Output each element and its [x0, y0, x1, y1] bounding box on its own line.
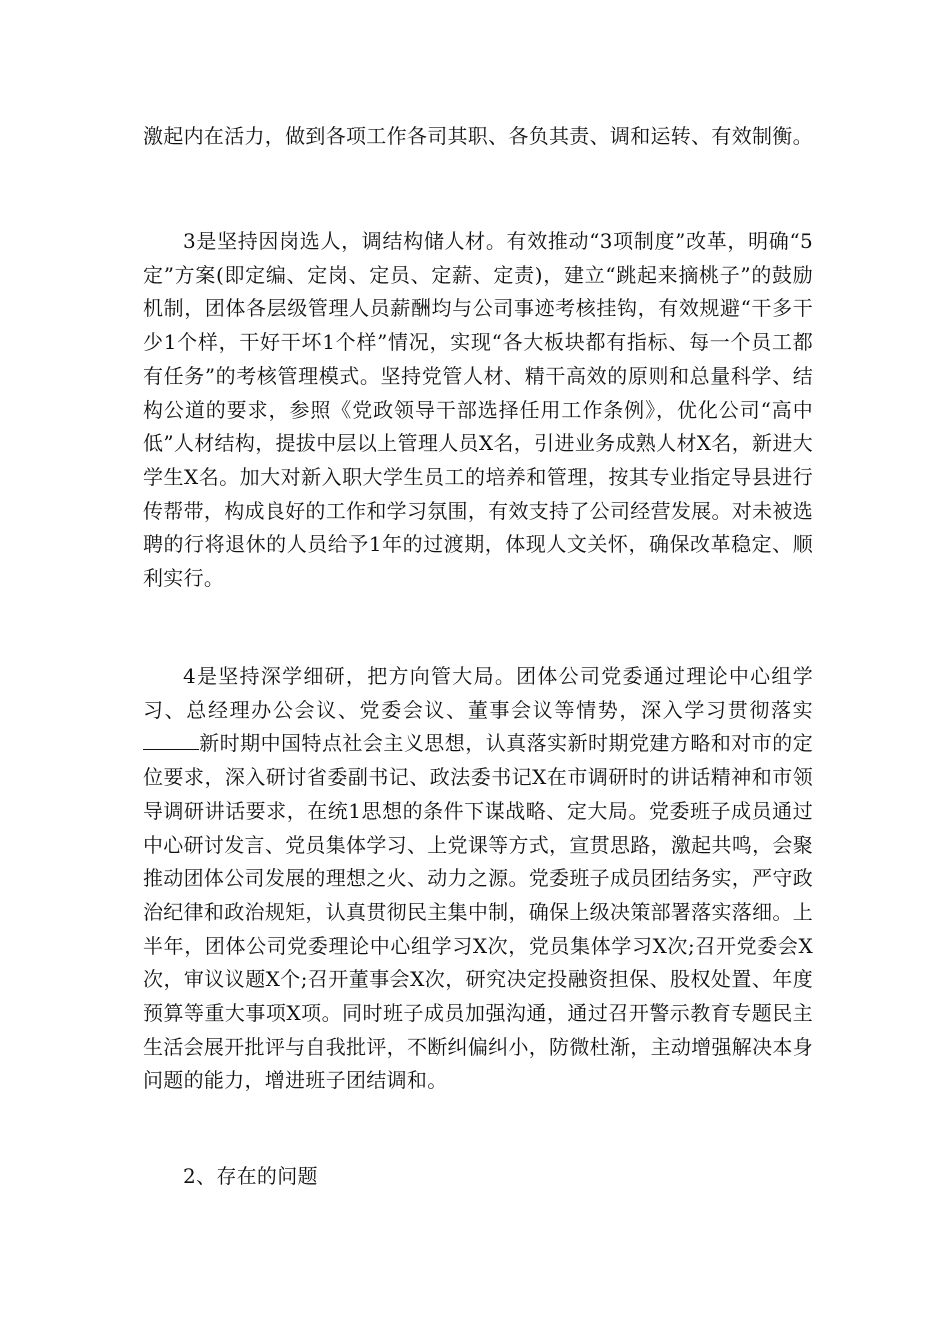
- fill-in-blank: [143, 729, 199, 750]
- paragraph-3-rest: 新时期中国特点社会主义思想，认真落实新时期党建方略和对市的定位要求，深入研讨省委副书记、政法委书记X在市调研时的讲话精神和市领导调研讲话要求，在统1思想的条件下谋战略、定大局。党委班子成员通过中心研讨发言、党员集体学习、上党课等方式，宣贯思路，激起共鸣，会聚推动团体公司发展的理想之火、动力之源。党委班子成员团结务实，严守政治纪律和政治规矩，认真贯彻民主集中制，确保上级决策部署落实落细。上半年，团体公司党委理论中心组学习X次，党员集体学习X次;召开党委会X次，审议议题X个;召开董事会X次，研究决定投融资担保、股权处置、年度预算等重大事项X项。同时班子成员加强沟通，通过召开警示教育专题民主生活会展开批评与自我批评，不断纠偏纠小，防微杜渐，主动增强解决本身问题的能力，增进班子团结调和。: [143, 731, 813, 1093]
- paragraph-2: 3是坚持因岗选人，调结构储人材。有效推动“3项制度”改革，明确“5定”方案(即定编、定岗、定员、定薪、定责)，建立“跳起来摘桃子”的鼓励机制，团体各层级管理人员薪酬均与公司事迹考核挂钩，有效规避“干多干少1个样，干好干坏1个样”情况，实现“各大板块都有指标、每一个员工都有任务”的考核管理模式。坚持党管人材、精干高效的原则和总量科学、结构公道的要求，参照《党政领导干部选择任用工作条例》，优化公司“高中低”人材结构，提拔中层以上管理人员X名，引进业务成熟人材X名，新进大学生X名。加大对新入职大学生员工的培养和管理，按其专业指定导县进行传帮带，构成良好的工作和学习氛围，有效支持了公司经营发展。对未被选聘的行将退休的人员给予1年的过渡期，体现人文关怀，确保改革稳定、顺利实行。: [143, 229, 813, 591]
- paragraph-3: [143, 660, 813, 1098]
- paragraph-1: 激起内在活力，做到各项工作各司其职、各负其责、调和运转、有效制衡。: [143, 124, 813, 148]
- section-heading-problems: 2、存在的问题: [183, 1164, 318, 1188]
- paragraph-3-lead: 4是坚持深学细研，把方向管大局。团体公司党委通过理论中心组学习、总经理办公会议、党委会议、董事会议等情势，深入学习贯彻落实: [143, 664, 813, 722]
